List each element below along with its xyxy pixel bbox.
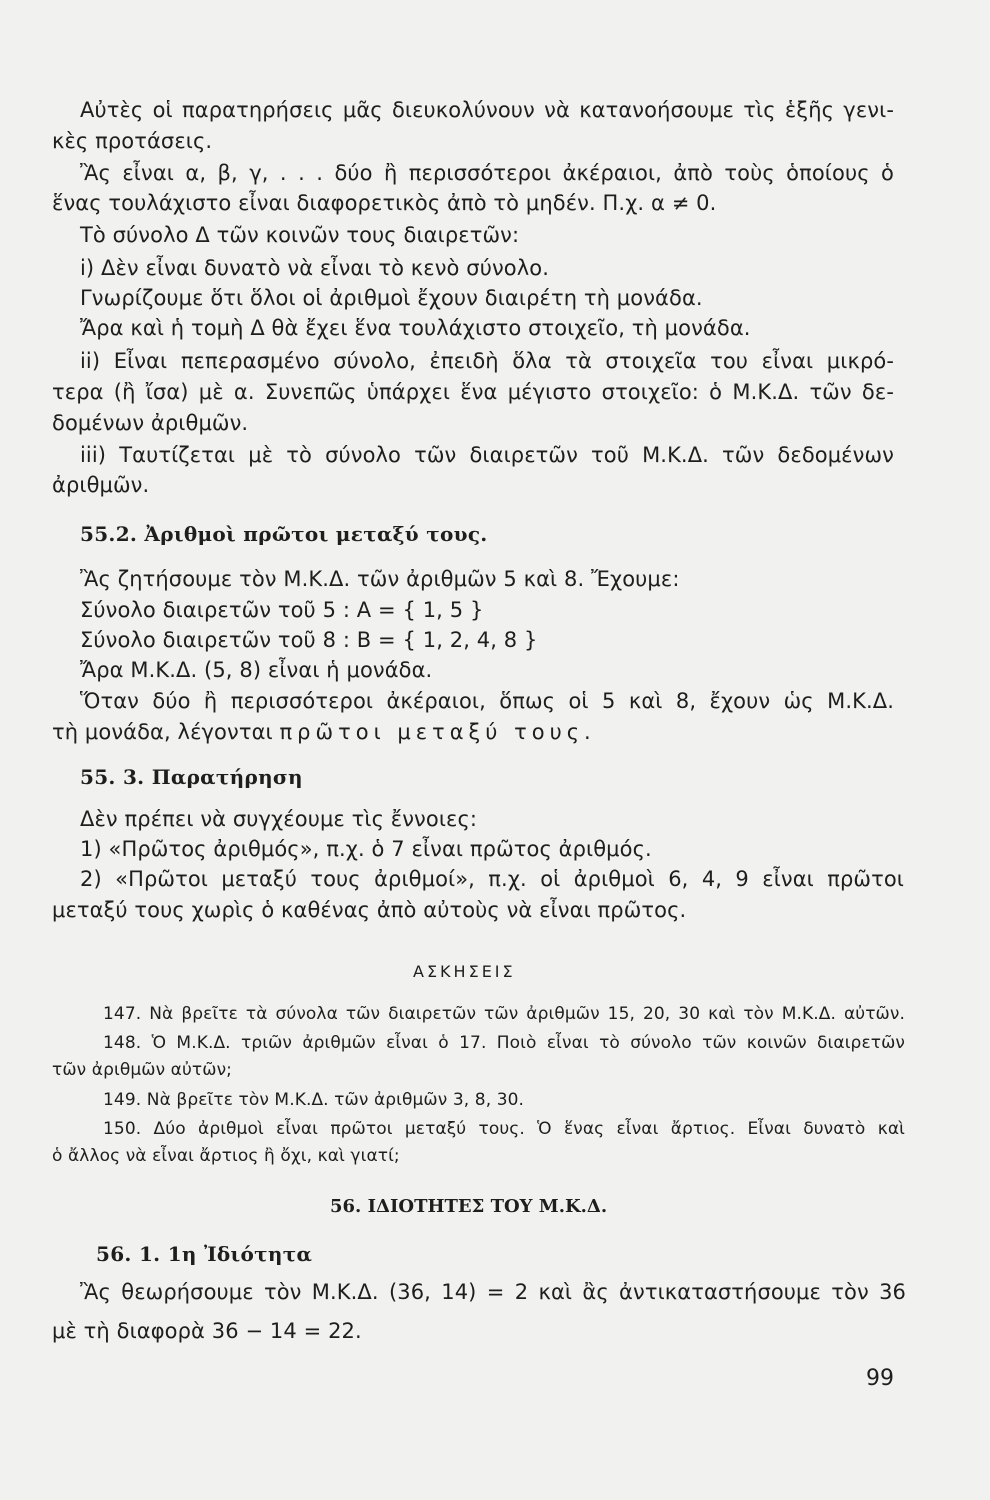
- section-title-56: 56. ΙΔΙΟΤΗΤΕΣ ΤΟΥ Μ.Κ.Δ.: [330, 1196, 608, 1217]
- text-line: ἀριθμῶν.: [52, 473, 150, 497]
- set-line: Σύνολο διαιρετῶν τοῦ 8 : B = { 1, 2, 4, 8 }: [80, 628, 538, 652]
- text-line: Ἂς θεωρήσουμε τὸν Μ.Κ.Δ. (36, 14) = 2 καὶ ἂς ἀντικαταστήσουμε τὸν 36: [80, 1280, 906, 1304]
- set-line: Σύνολο διαιρετῶν τοῦ 5 : A = { 1, 5 }: [80, 598, 484, 622]
- text-line: Τὸ σύνολο Δ τῶν κοινῶν τους διαιρετῶν:: [80, 223, 520, 247]
- text-line: δομένων ἀριθμῶν.: [52, 411, 249, 435]
- text-line: Γνωρίζουμε ὅτι ὅλοι οἱ ἀριθμοὶ ἔχουν διαιρέτη τὴ μονάδα.: [80, 286, 703, 310]
- text-line: ii) Εἶναι πεπερασμένο σύνολο, ἐπειδὴ ὅλα τὰ στοιχεῖα του εἶναι μικρό-: [80, 349, 894, 373]
- subsection-heading-56-1: 56. 1. 1η Ἰδιότητα: [96, 1242, 313, 1266]
- text-line: Ἂς ζητήσουμε τὸν Μ.Κ.Δ. τῶν ἀριθμῶν 5 καὶ 8. Ἔχουμε:: [80, 567, 680, 591]
- text-line: κὲς προτάσεις.: [52, 129, 213, 153]
- subsection-heading-55-3: 55. 3. Παρατήρηση: [80, 765, 303, 789]
- spaced-term: πρῶτοι μεταξύ τους.: [279, 720, 596, 744]
- text-line: μὲ τὴ διαφορὰ 36 − 14 = 22.: [52, 1319, 362, 1343]
- text-line: Ἂς εἶναι α, β, γ, . . . δύο ἢ περισσότεροι ἀκέραιοι, ἀπὸ τοὺς ὁποίους ὁ: [80, 161, 894, 185]
- text-line: ἕνας τουλάχιστο εἶναι διαφορετικὸς ἀπὸ τὸ μηδέν. Π.χ. α ≠ 0.: [52, 191, 717, 215]
- text-line: Ἄρα καὶ ἡ τομὴ Δ θὰ ἔχει ἕνα τουλάχιστο στοιχεῖο, τὴ μονάδα.: [80, 316, 751, 340]
- text-line: μεταξύ τους χωρὶς ὁ καθένας ἀπὸ αὐτοὺς νὰ εἶναι πρῶτος.: [52, 898, 687, 922]
- text-line: Ὅταν δύο ἢ περισσότεροι ἀκέραιοι, ὅπως οἱ 5 καὶ 8, ἔχουν ὡς Μ.Κ.Δ.: [80, 689, 894, 713]
- text-line: τερα (ἢ ἴσα) μὲ α. Συνεπῶς ὑπάρχει ἕνα μέγιστο στοιχεῖο: ὁ Μ.Κ.Δ. τῶν δε-: [52, 380, 894, 404]
- text-line: 1) «Πρῶτος ἀριθμός», π.χ. ὁ 7 εἶναι πρῶτος ἀριθμός.: [80, 837, 652, 861]
- text-span: τὴ μονάδα, λέγονται: [52, 720, 273, 744]
- text-line: Αὐτὲς οἱ παρατηρήσεις μᾶς διευκολύνουν νὰ κατανοήσουμε τὶς ἑξῆς γενι-: [80, 98, 894, 122]
- exercise-item: 150. Δύο ἀριθμοὶ εἶναι πρῶτοι μεταξύ τους. Ὁ ἕνας εἶναι ἄρτιος. Εἶναι δυνατὸ καὶ: [103, 1119, 905, 1139]
- subsection-heading-55-2: 55.2. Ἀριθμοὶ πρῶτοι μεταξύ τους.: [80, 522, 488, 546]
- text-line: iii) Ταυτίζεται μὲ τὸ σύνολο τῶν διαιρετῶν τοῦ Μ.Κ.Δ. τῶν δεδομένων: [80, 443, 894, 467]
- exercises-heading: ΑΣΚΗΣΕΙΣ: [413, 962, 516, 981]
- exercise-item: 148. Ὁ Μ.Κ.Δ. τριῶν ἀριθμῶν εἶναι ὁ 17. Ποιὸ εἶναι τὸ σύνολο τῶν κοινῶν διαιρετῶν: [103, 1033, 905, 1053]
- text-line: [52, 719, 596, 745]
- exercise-item-continued: ὁ ἄλλος νὰ εἶναι ἄρτιος ἢ ὄχι, καὶ γιατί;: [52, 1146, 400, 1166]
- exercise-item: 147. Νὰ βρεῖτε τὰ σύνολα τῶν διαιρετῶν τῶν ἀριθμῶν 15, 20, 30 καὶ τὸν Μ.Κ.Δ. αὐτῶν.: [103, 1004, 905, 1024]
- exercise-item-continued: τῶν ἀριθμῶν αὐτῶν;: [52, 1060, 233, 1080]
- text-line: i) Δὲν εἶναι δυνατὸ νὰ εἶναι τὸ κενὸ σύνολο.: [80, 256, 549, 280]
- text-line: 2) «Πρῶτοι μεταξύ τους ἀριθμοί», π.χ. οἱ ἀριθμοὶ 6, 4, 9 εἶναι πρῶτοι: [80, 867, 904, 891]
- text-line: Δὲν πρέπει νὰ συγχέουμε τὶς ἔννοιες:: [80, 807, 478, 831]
- text-line: Ἄρα Μ.Κ.Δ. (5, 8) εἶναι ἡ μονάδα.: [80, 658, 433, 682]
- exercise-item: 149. Νὰ βρεῖτε τὸν Μ.Κ.Δ. τῶν ἀριθμῶν 3, 8, 30.: [103, 1090, 525, 1110]
- page-number: 99: [866, 1366, 894, 1391]
